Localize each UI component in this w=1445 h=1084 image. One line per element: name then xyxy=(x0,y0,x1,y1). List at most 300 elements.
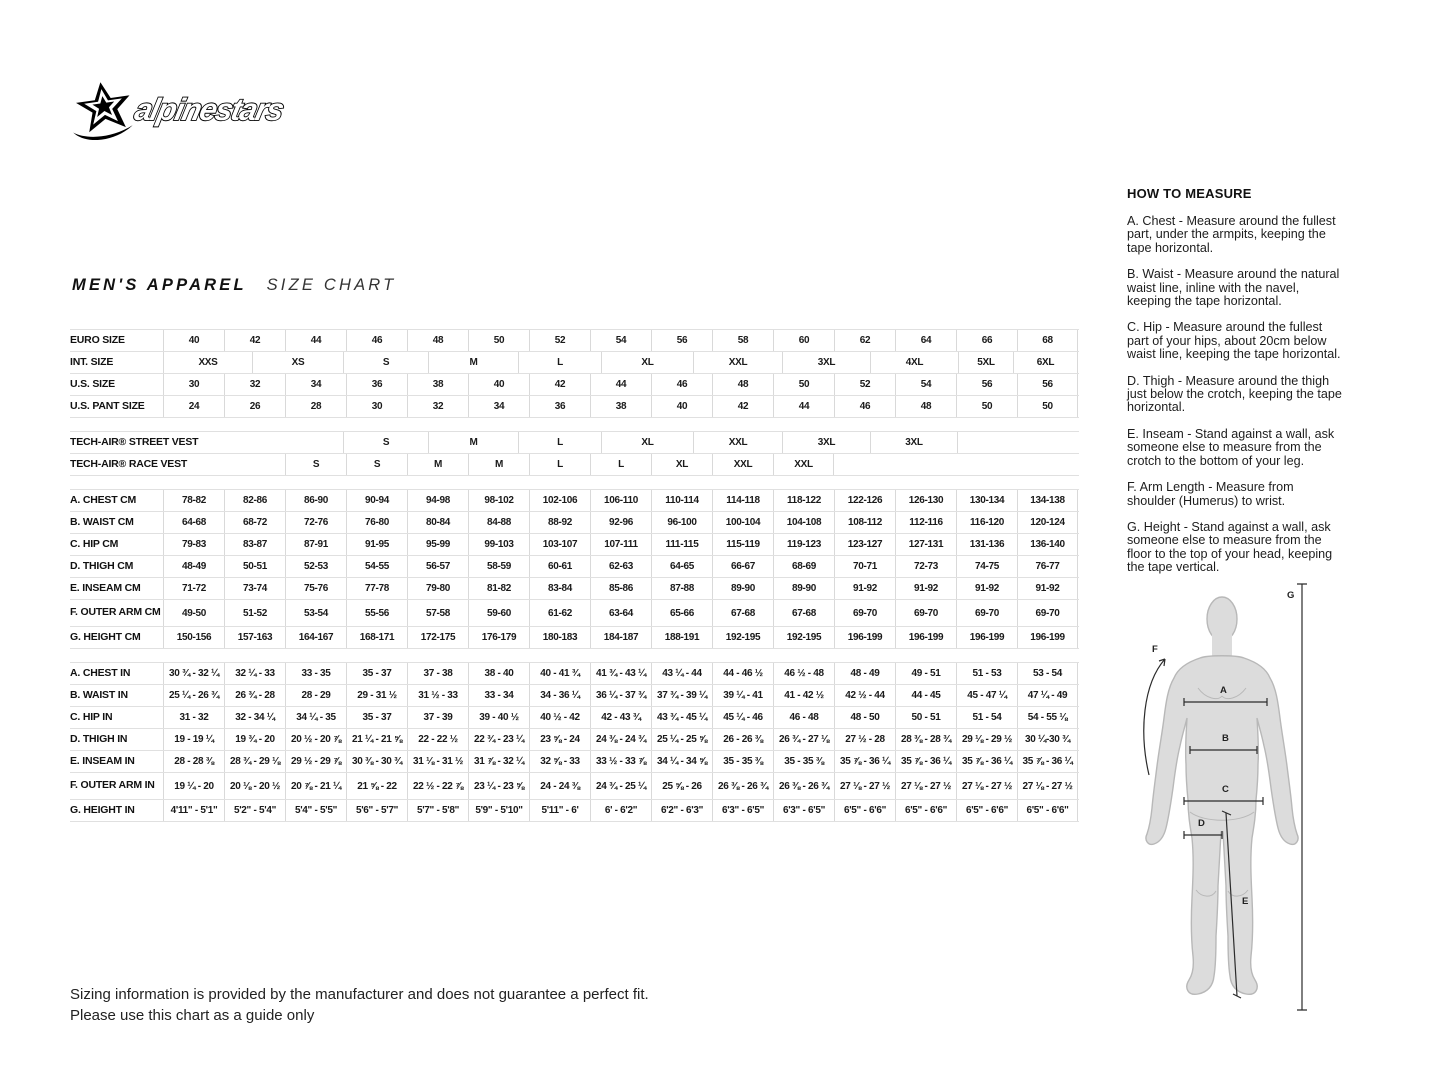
table-cell: 64-65 xyxy=(651,556,712,577)
row-label: INT. SIZE xyxy=(70,355,114,368)
table-cell: 164-167 xyxy=(285,627,346,648)
table-cell: 20 ½ - 20 ⅞ xyxy=(285,729,346,750)
table-cell: 96-100 xyxy=(651,512,712,533)
page-title-sub: SIZE CHART xyxy=(266,276,397,294)
table-cell: XXL xyxy=(712,454,773,475)
table-cell: 48-49 xyxy=(163,556,224,577)
table-cell: 35 - 37 xyxy=(346,663,407,684)
table-cell: 25 ⅝ - 26 xyxy=(651,773,712,799)
table-cell: 28 ¾ - 29 ⅛ xyxy=(224,751,285,772)
table-cell: 73-74 xyxy=(224,578,285,599)
table-cell: 85-86 xyxy=(590,578,651,599)
table-row xyxy=(70,684,1079,706)
measure-item-thigh: D. Thigh - Measure around the thigh just below the crotch, keeping the tape horizontal. xyxy=(1127,373,1342,415)
table-cell: 24 ¾ - 25 ¼ xyxy=(590,773,651,799)
table-cell: 24 ⅜ - 24 ¾ xyxy=(590,729,651,750)
measure-item-arm: F. Arm Length - Measure from shoulder (Humerus) to wrist. xyxy=(1127,480,1294,508)
table-cell: 24 xyxy=(163,396,224,417)
table-cell: XL xyxy=(601,432,693,453)
table-cell: 26 ⅜ - 26 ¾ xyxy=(712,773,773,799)
table-row xyxy=(70,511,1079,533)
table-cell: 43 ¾ - 45 ¼ xyxy=(651,707,712,728)
table-cell: 21 ⅝ - 22 xyxy=(346,773,407,799)
table-cell: 56 xyxy=(651,330,712,351)
table-cell: 115-119 xyxy=(712,534,773,555)
table-cell: 123-127 xyxy=(834,534,895,555)
table-row xyxy=(70,351,1079,373)
alpinestars-logo-text: alpinestars xyxy=(131,92,287,127)
table-cell: 88-92 xyxy=(529,512,590,533)
table-cell: 5'9" - 5'10" xyxy=(468,800,529,821)
row-label: C. HIP IN xyxy=(70,710,113,723)
table-cell: 196-199 xyxy=(834,627,895,648)
measure-item-waist: B. Waist - Measure around the natural waist line, inline with the navel, keeping the tape horizontal. xyxy=(1127,267,1340,309)
table-cell: 54 xyxy=(895,374,956,395)
table-cell: 34 xyxy=(285,374,346,395)
table-cell: XL xyxy=(601,352,693,373)
table-cell: 69-70 xyxy=(956,600,1017,626)
table-cell: 42 xyxy=(529,374,590,395)
table-cell: 26 - 26 ⅜ xyxy=(712,729,773,750)
table-cell: 5'11" - 6' xyxy=(529,800,590,821)
table-cell: 184-187 xyxy=(590,627,651,648)
table-cell: 6XL xyxy=(1013,352,1078,373)
table-cell: 41 ¾ - 43 ¼ xyxy=(590,663,651,684)
table-row xyxy=(70,577,1079,599)
table-cell: 6'5" - 6'6" xyxy=(1017,800,1078,821)
table-cell: 196-199 xyxy=(956,627,1017,648)
measure-item-height: G. Height - Stand against a wall, ask someone else to measure from the floor to the top of your head, keeping the tape vertical. xyxy=(1127,519,1333,575)
alpinestars-star-icon xyxy=(68,78,135,140)
row-label: EURO SIZE xyxy=(70,333,125,346)
table-cell: 42 - 43 ¾ xyxy=(590,707,651,728)
table-cell: 41 - 42 ½ xyxy=(773,685,834,706)
row-label: B. WAIST IN xyxy=(70,688,128,701)
table-cell: 102-106 xyxy=(529,490,590,511)
table-cell: 68-69 xyxy=(773,556,834,577)
page-title-main: MEN'S APPAREL xyxy=(72,276,247,294)
table-cell: 22 ¾ - 23 ¼ xyxy=(468,729,529,750)
table-cell: 46 - 48 xyxy=(773,707,834,728)
row-label: E. INSEAM IN xyxy=(70,754,135,767)
label-B: B xyxy=(1222,733,1229,744)
table-cell: 28 - 28 ⅜ xyxy=(163,751,224,772)
table-cell: 23 ⅝ - 24 xyxy=(529,729,590,750)
table-cell: 24 - 24 ⅜ xyxy=(529,773,590,799)
label-A: A xyxy=(1220,685,1227,696)
table-cell: 100-104 xyxy=(712,512,773,533)
table-cell: 54-55 xyxy=(346,556,407,577)
table-cell: 71-72 xyxy=(163,578,224,599)
table-cell: 54 - 55 ⅛ xyxy=(1017,707,1078,728)
table-cell: 68-72 xyxy=(224,512,285,533)
table-cell: 48 xyxy=(407,330,468,351)
table-cell: 6' - 6'2" xyxy=(590,800,651,821)
table-cell: 6'3" - 6'5" xyxy=(712,800,773,821)
table-cell: 21 ¼ - 21 ⅝ xyxy=(346,729,407,750)
table-cell: 31 ½ - 33 xyxy=(407,685,468,706)
table-cell: 95-99 xyxy=(407,534,468,555)
height-line xyxy=(1297,584,1307,1010)
table-cell: 5'7" - 5'8" xyxy=(407,800,468,821)
table-block xyxy=(70,431,1079,476)
row-label: U.S. PANT SIZE xyxy=(70,399,145,412)
table-cell: 3XL xyxy=(782,432,870,453)
table-cell: 32 ¼ - 33 xyxy=(224,663,285,684)
table-cell: 188-191 xyxy=(651,627,712,648)
table-cell: 22 - 22 ½ xyxy=(407,729,468,750)
row-label: G. HEIGHT IN xyxy=(70,803,135,816)
table-cell: 60-61 xyxy=(529,556,590,577)
table-cell: 51 - 53 xyxy=(956,663,1017,684)
table-cell: 77-78 xyxy=(346,578,407,599)
row-label: TECH-AIR® STREET VEST xyxy=(70,435,199,448)
table-cell: 150-156 xyxy=(163,627,224,648)
table-cell: 91-92 xyxy=(895,578,956,599)
table-cell: 65-66 xyxy=(651,600,712,626)
table-cell: 32 ⅝ - 33 xyxy=(529,751,590,772)
table-cell: 64-68 xyxy=(163,512,224,533)
table-cell: 31 ⅛ - 31 ½ xyxy=(407,751,468,772)
table-cell: 35 ⅞ - 36 ¼ xyxy=(1017,751,1078,772)
table-cell: 6'5" - 6'6" xyxy=(956,800,1017,821)
label-F: F xyxy=(1152,644,1158,655)
table-cell: 25 ¼ - 26 ¾ xyxy=(163,685,224,706)
table-cell: 110-114 xyxy=(651,490,712,511)
table-cell: 30 ⅜ - 30 ¾ xyxy=(346,751,407,772)
table-cell: 196-199 xyxy=(895,627,956,648)
table-cell: 26 ⅜ - 26 ¾ xyxy=(773,773,834,799)
table-cell: 36 ¼ - 37 ¾ xyxy=(590,685,651,706)
table-cell: 30 ¼-30 ¾ xyxy=(1017,729,1078,750)
table-cell: M xyxy=(407,454,468,475)
row-label: D. THIGH CM xyxy=(70,559,134,572)
table-row xyxy=(70,395,1079,417)
table-cell: 130-134 xyxy=(956,490,1017,511)
table-cell: 61-62 xyxy=(529,600,590,626)
table-cell: 54 xyxy=(590,330,651,351)
table-cell: 40 xyxy=(651,396,712,417)
table-row xyxy=(70,750,1079,772)
table-cell: 35 ⅞ - 36 ¼ xyxy=(956,751,1017,772)
table-cell: 62 xyxy=(834,330,895,351)
table-cell: 30 ¾ - 32 ¼ xyxy=(163,663,224,684)
table-cell: 131-136 xyxy=(956,534,1017,555)
table-cell: 46 ½ - 48 xyxy=(773,663,834,684)
table-cell: L xyxy=(518,352,601,373)
table-cell: 35 - 35 ⅜ xyxy=(773,751,834,772)
table-cell: 5'6" - 5'7" xyxy=(346,800,407,821)
table-cell: 35 - 35 ⅜ xyxy=(712,751,773,772)
table-cell: 68 xyxy=(1017,330,1078,351)
table-cell: 32 xyxy=(224,374,285,395)
table-cell: 51-52 xyxy=(224,600,285,626)
label-G: G xyxy=(1287,590,1295,601)
row-label: F. OUTER ARM CM xyxy=(70,606,161,619)
table-cell: 126-130 xyxy=(895,490,956,511)
table-cell: S xyxy=(343,352,428,373)
table-cell: 46 xyxy=(346,330,407,351)
table-cell: 66 xyxy=(956,330,1017,351)
table-cell: 67-68 xyxy=(773,600,834,626)
table-cell: 91-92 xyxy=(834,578,895,599)
table-row xyxy=(70,533,1079,555)
table-cell: 49 - 51 xyxy=(895,663,956,684)
table-cell: 119-123 xyxy=(773,534,834,555)
table-cell: 47 ¼ - 49 xyxy=(1017,685,1078,706)
table-cell: 42 xyxy=(224,330,285,351)
table-cell: 91-92 xyxy=(956,578,1017,599)
table-cell: 91-95 xyxy=(346,534,407,555)
label-E: E xyxy=(1242,896,1249,907)
table-cell: 98-102 xyxy=(468,490,529,511)
table-cell: 112-116 xyxy=(895,512,956,533)
table-cell: 180-183 xyxy=(529,627,590,648)
table-cell: 19 ¾ - 20 xyxy=(224,729,285,750)
footer-line-2: Please use this chart as a guide only xyxy=(70,1007,315,1024)
table-cell: 39 ¼ - 41 xyxy=(712,685,773,706)
table-cell: L xyxy=(529,454,590,475)
table-cell: 45 ¼ - 46 xyxy=(712,707,773,728)
measure-item-chest: A. Chest - Measure around the fullest part, under the armpits, keeping the tape horizontal. xyxy=(1127,214,1336,255)
row-label: C. HIP CM xyxy=(70,537,119,550)
table-cell: 38 xyxy=(590,396,651,417)
table-cell: 79-80 xyxy=(407,578,468,599)
table-cell: 172-175 xyxy=(407,627,468,648)
table-cell: 67-68 xyxy=(712,600,773,626)
page-title xyxy=(72,276,396,295)
table-cell: 5XL xyxy=(958,352,1013,373)
table-cell: 60 xyxy=(773,330,834,351)
table-cell: 34 xyxy=(468,396,529,417)
table-cell: 103-107 xyxy=(529,534,590,555)
table-cell: 136-140 xyxy=(1017,534,1078,555)
row-label: A. CHEST IN xyxy=(70,666,131,679)
table-cell: 28 xyxy=(285,396,346,417)
table-cell: 89-90 xyxy=(712,578,773,599)
table-cell: 70-71 xyxy=(834,556,895,577)
table-cell: 52 xyxy=(529,330,590,351)
row-label: D. THIGH IN xyxy=(70,732,128,745)
table-cell: 25 ¼ - 25 ⅝ xyxy=(651,729,712,750)
table-row xyxy=(70,329,1079,351)
table-cell: 48 xyxy=(895,396,956,417)
table-cell: 26 ¾ - 27 ⅛ xyxy=(773,729,834,750)
body-measure-figure xyxy=(1140,572,1310,1037)
table-cell: 32 xyxy=(407,396,468,417)
table-cell: 28 - 29 xyxy=(285,685,346,706)
table-cell: 63-64 xyxy=(590,600,651,626)
table-cell: 36 xyxy=(529,396,590,417)
table-cell: XXL xyxy=(693,352,782,373)
label-D: D xyxy=(1198,818,1205,829)
table-cell: 27 ⅛ - 27 ½ xyxy=(834,773,895,799)
table-cell: 168-171 xyxy=(346,627,407,648)
how-to-measure-heading: HOW TO MEASURE xyxy=(1127,186,1252,201)
table-cell: 22 ½ - 22 ⅞ xyxy=(407,773,468,799)
table-cell: 38 - 40 xyxy=(468,663,529,684)
table-cell: 29 ⅛ - 29 ½ xyxy=(956,729,1017,750)
table-cell: 87-91 xyxy=(285,534,346,555)
table-cell: 79-83 xyxy=(163,534,224,555)
table-cell: 42 xyxy=(712,396,773,417)
table-cell: 45 - 47 ¼ xyxy=(956,685,1017,706)
table-row xyxy=(70,599,1079,626)
row-label: TECH-AIR® RACE VEST xyxy=(70,457,188,470)
row-label: G. HEIGHT CM xyxy=(70,630,141,643)
table-row xyxy=(70,772,1079,799)
table-cell: 27 ⅛ - 27 ½ xyxy=(956,773,1017,799)
measure-item-hip: C. Hip - Measure around the fullest part of your hips, about 20cm below waist line, keeping the tape horizontal. xyxy=(1127,320,1341,362)
table-cell: 75-76 xyxy=(285,578,346,599)
table-cell: 34 - 36 ¼ xyxy=(529,685,590,706)
table-block xyxy=(70,489,1079,649)
table-cell: 37 - 38 xyxy=(407,663,468,684)
table-cell: 80-84 xyxy=(407,512,468,533)
table-cell: 3XL xyxy=(782,352,870,373)
table-cell: 118-122 xyxy=(773,490,834,511)
table-cell: 50 - 51 xyxy=(895,707,956,728)
table-cell: 192-195 xyxy=(773,627,834,648)
table-cell: 106-110 xyxy=(590,490,651,511)
table-row xyxy=(70,453,1079,475)
footer-line-1: Sizing information is provided by the manufacturer and does not guarantee a perfect fit. xyxy=(70,986,649,1003)
table-cell: 40 xyxy=(468,374,529,395)
table-cell: 5'2" - 5'4" xyxy=(224,800,285,821)
table-cell: 27 ⅛ - 27 ½ xyxy=(895,773,956,799)
table-block xyxy=(70,662,1079,822)
table-cell: 69-70 xyxy=(834,600,895,626)
table-cell: 33 - 35 xyxy=(285,663,346,684)
table-cell: 66-67 xyxy=(712,556,773,577)
table-cell: 6'5" - 6'6" xyxy=(834,800,895,821)
table-cell: 37 - 39 xyxy=(407,707,468,728)
table-cell: 104-108 xyxy=(773,512,834,533)
table-cell: 91-92 xyxy=(1017,578,1078,599)
table-cell: XXL xyxy=(693,432,782,453)
table-cell: 50 xyxy=(773,374,834,395)
table-cell: 27 ⅛ - 27 ½ xyxy=(1017,773,1078,799)
table-cell: 86-90 xyxy=(285,490,346,511)
table-cell: 53 - 54 xyxy=(1017,663,1078,684)
table-cell: L xyxy=(590,454,651,475)
table-cell: XL xyxy=(651,454,712,475)
table-cell: 29 - 31 ½ xyxy=(346,685,407,706)
table-cell: XXL xyxy=(773,454,834,475)
table-cell: 127-131 xyxy=(895,534,956,555)
table-cell: 28 ⅜ - 28 ¾ xyxy=(895,729,956,750)
table-cell: 37 ¾ - 39 ¼ xyxy=(651,685,712,706)
table-cell: 72-76 xyxy=(285,512,346,533)
table-cell: 120-124 xyxy=(1017,512,1078,533)
table-cell: 83-87 xyxy=(224,534,285,555)
measure-item-inseam: E. Inseam - Stand against a wall, ask someone else to measure from the crotch to the bottom of your leg. xyxy=(1127,426,1335,468)
table-cell: 107-111 xyxy=(590,534,651,555)
table-cell: 58 xyxy=(712,330,773,351)
table-row xyxy=(70,706,1079,728)
table-cell: 43 ¼ - 44 xyxy=(651,663,712,684)
table-cell: M xyxy=(468,454,529,475)
table-cell: 4XL xyxy=(870,352,958,373)
table-cell: 19 ¼ - 20 xyxy=(163,773,224,799)
table-cell: 20 ⅞ - 21 ¼ xyxy=(285,773,346,799)
table-cell: 49-50 xyxy=(163,600,224,626)
table-row xyxy=(70,626,1079,648)
table-cell xyxy=(834,454,1078,475)
table-cell: 76-80 xyxy=(346,512,407,533)
table-cell: 44 - 45 xyxy=(895,685,956,706)
table-cell: 6'3" - 6'5" xyxy=(773,800,834,821)
row-label: E. INSEAM CM xyxy=(70,581,141,594)
table-cell: 35 - 37 xyxy=(346,707,407,728)
table-cell: 74-75 xyxy=(956,556,1017,577)
table-cell: 56 xyxy=(956,374,1017,395)
table-cell: M xyxy=(428,432,518,453)
table-cell: S xyxy=(346,454,407,475)
table-cell: 52 xyxy=(834,374,895,395)
table-cell: 56-57 xyxy=(407,556,468,577)
table-cell: 38 xyxy=(407,374,468,395)
table-cell: 23 ¼ - 23 ⅝ xyxy=(468,773,529,799)
table-cell: 30 xyxy=(163,374,224,395)
table-cell: 108-112 xyxy=(834,512,895,533)
table-row xyxy=(70,728,1079,750)
row-label: F. OUTER ARM IN xyxy=(70,779,155,792)
table-cell: XS xyxy=(252,352,343,373)
table-cell: L xyxy=(518,432,601,453)
table-cell: 4'11" - 5'1" xyxy=(163,800,224,821)
table-row xyxy=(70,489,1079,511)
table-cell: 50 xyxy=(956,396,1017,417)
table-cell: 44 - 46 ½ xyxy=(712,663,773,684)
table-cell: M xyxy=(428,352,518,373)
table-cell: 32 - 34 ¼ xyxy=(224,707,285,728)
table-cell: 50-51 xyxy=(224,556,285,577)
table-cell: 3XL xyxy=(870,432,958,453)
table-cell: 40 xyxy=(163,330,224,351)
table-cell: 50 xyxy=(1017,396,1078,417)
table-cell: 48 - 50 xyxy=(834,707,895,728)
table-cell: 78-82 xyxy=(163,490,224,511)
table-cell: 72-73 xyxy=(895,556,956,577)
table-row xyxy=(70,555,1079,577)
table-cell: 58-59 xyxy=(468,556,529,577)
table-cell: 57-58 xyxy=(407,600,468,626)
table-cell: 48 xyxy=(712,374,773,395)
table-cell: 20 ⅛ - 20 ½ xyxy=(224,773,285,799)
table-cell: 26 xyxy=(224,396,285,417)
table-cell: 114-118 xyxy=(712,490,773,511)
table-cell: 53-54 xyxy=(285,600,346,626)
table-cell: 31 ⅞ - 32 ¼ xyxy=(468,751,529,772)
table-block xyxy=(70,329,1079,418)
table-cell: XXS xyxy=(163,352,252,373)
table-cell: 48 - 49 xyxy=(834,663,895,684)
table-cell: 134-138 xyxy=(1017,490,1078,511)
table-cell: 5'4" - 5'5" xyxy=(285,800,346,821)
table-cell: 64 xyxy=(895,330,956,351)
table-cell: 83-84 xyxy=(529,578,590,599)
table-cell: 30 xyxy=(346,396,407,417)
how-to-measure-panel xyxy=(1127,186,1343,588)
table-cell: 35 ⅞ - 36 ¼ xyxy=(834,751,895,772)
table-cell: 196-199 xyxy=(1017,627,1078,648)
table-cell: 176-179 xyxy=(468,627,529,648)
table-cell: 33 ½ - 33 ⅞ xyxy=(590,751,651,772)
table-cell: 69-70 xyxy=(1017,600,1078,626)
table-cell: 94-98 xyxy=(407,490,468,511)
table-cell: 44 xyxy=(590,374,651,395)
